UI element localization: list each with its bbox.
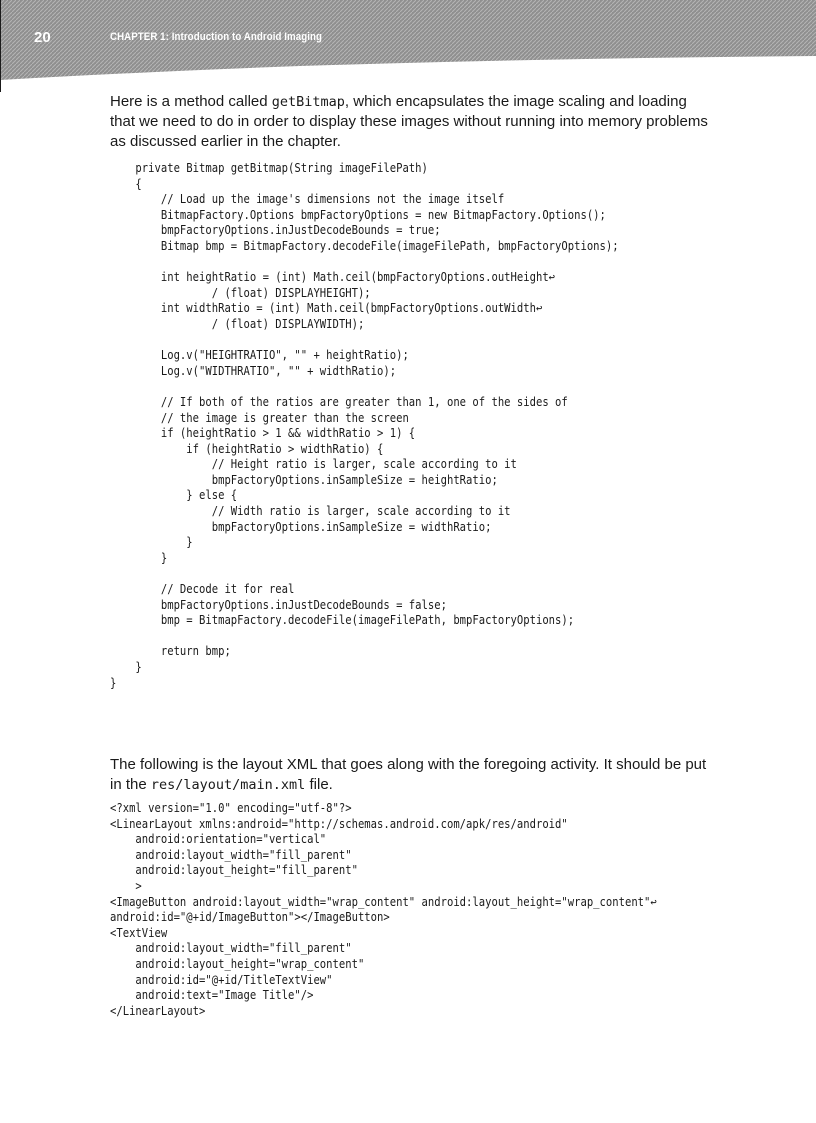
page-number: 20 xyxy=(34,29,51,46)
inline-code-filepath: res/layout/main.xml xyxy=(150,777,306,793)
header-band-shape xyxy=(0,0,816,92)
xml-code-listing: <?xml version="1.0" encoding="utf-8"?> <LinearLayout xmlns:android="http://schemas.android.com/apk/res/android" android:orientation="vertical" android:layout_width="fill_parent" android:layout_height="fill_parent" > <ImageButton android:layout_width="wrap_content" android:layout_height="wrap_content"↩ android:id="@+id/ImageButton"></ImageButton> <TextView android:layout_width="fill_parent" android:layout_height="wrap_content" android:id="@+id/TitleTextView" android:text="Image Title"/> </LinearLayout> xyxy=(110,801,657,1018)
layout-text-before: The following is the layout XML that goes along with the foregoing activity. It should be put in the xyxy=(110,756,707,793)
intro-text-after: , which encapsulates the image scaling and loading that we need to do in order to display these images without running into memory problems as discussed earlier in the chapter. xyxy=(110,93,708,150)
chapter-header xyxy=(0,0,816,92)
inline-code-method: getBitmap xyxy=(271,94,345,110)
chapter-title: CHAPTER 1: Introduction to Android Imaging xyxy=(110,31,322,43)
java-code-listing: private Bitmap getBitmap(String imageFilePath) { // Load up the image's dimensions not the image itself BitmapFactory.Options bmpFactoryOptions = new BitmapFactory.Options(); bmpFactoryOptions.inJustDecodeBounds = true; Bitmap bmp = BitmapFactory.decodeFile(imageFilePath, bmpFactoryOptions); int heightRatio = (int) Math.ceil(bmpFactoryOptions.outHeight↩ / (float) DISPLAYHEIGHT); int widthRatio = (int) Math.ceil(bmpFactoryOptions.outWidth↩ / (float) DISPLAYWIDTH); Log.v("HEIGHTRATIO", "" + heightRatio); Log.v("WIDTHRATIO", "" + widthRatio); // If both of the ratios are greater than 1, one of the sides of // the image is greater than the screen if (heightRatio > 1 && widthRatio > 1) { if (heightRatio > widthRatio) { // Height ratio is larger, scale according to it bmpFactoryOptions.inSampleSize = heightRatio; } else { // Width ratio is larger, scale according to it bmpFactoryOptions.inSampleSize = widthRatio; } } // Decode it for real bmpFactoryOptions.inJustDecodeBounds = false; bmp = BitmapFactory.decodeFile(imageFilePath, bmpFactoryOptions); return bmp; } } xyxy=(110,161,619,690)
layout-text-after: file. xyxy=(305,776,333,793)
intro-paragraph xyxy=(110,92,710,152)
intro-text-before: Here is a method called xyxy=(110,93,272,110)
layout-paragraph xyxy=(110,755,710,795)
